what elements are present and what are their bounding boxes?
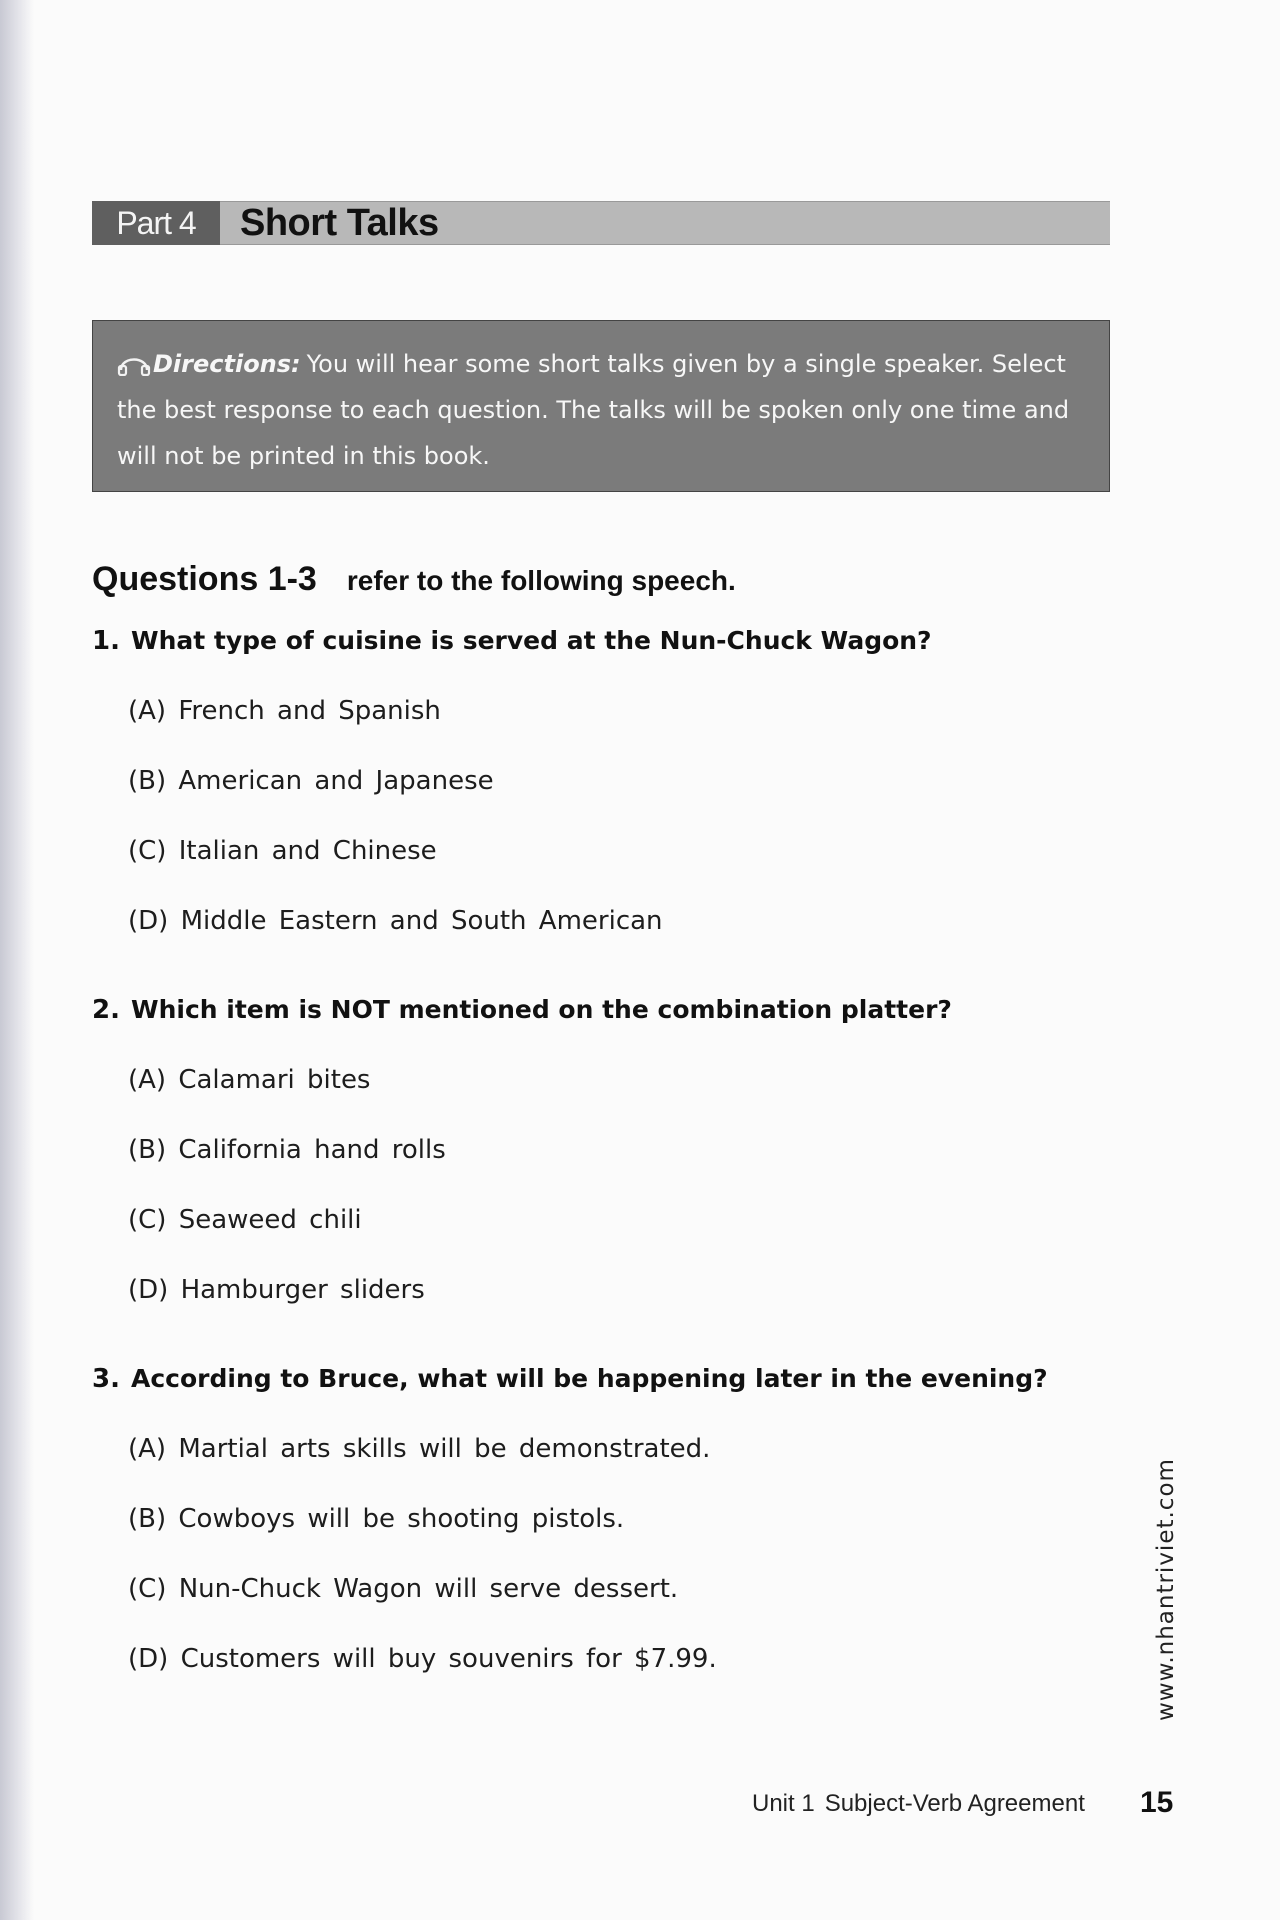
page-number: 15	[1140, 1786, 1174, 1819]
questions-header	[92, 560, 736, 599]
directions-box	[92, 320, 1110, 492]
footer-title: Subject-Verb Agreement	[824, 1790, 1085, 1817]
questions-range: Questions 1-3	[92, 560, 317, 598]
headphones-icon	[117, 345, 151, 371]
part-header	[92, 201, 1110, 245]
question-2	[92, 995, 952, 1025]
part-title: Short Talks	[240, 201, 439, 244]
option-3a: (A) Martial arts skills will be demonstrated.	[128, 1434, 711, 1464]
option-1d: (D) Middle Eastern and South American	[128, 906, 663, 936]
question-text: What type of cuisine is served at the Nun-Chuck Wagon?	[131, 626, 932, 655]
option-3c: (C) Nun-Chuck Wagon will serve dessert.	[128, 1574, 679, 1604]
directions-label: Directions:	[153, 350, 301, 378]
directions-text: You will hear some short talks given by a single speaker. Select the best response to each question. The talks will be spoken only one time and will not be printed in this book.	[117, 350, 1070, 470]
option-1c: (C) Italian and Chinese	[128, 836, 437, 866]
option-3b: (B) Cowboys will be shooting pistols.	[128, 1504, 625, 1534]
question-number: 1.	[92, 626, 120, 656]
page-footer	[752, 1790, 1085, 1818]
side-url: www.nhantriviet.com	[1153, 1458, 1179, 1722]
question-text: Which item is NOT mentioned on the combination platter?	[131, 995, 952, 1024]
option-1b: (B) American and Japanese	[128, 766, 494, 796]
option-3d: (D) Customers will buy souvenirs for $7.99.	[128, 1644, 717, 1674]
option-1a: (A) French and Spanish	[128, 696, 441, 726]
question-number: 3.	[92, 1364, 120, 1394]
footer-unit: Unit 1	[752, 1790, 815, 1817]
question-number: 2.	[92, 995, 120, 1025]
part-label: Part 4	[92, 201, 220, 245]
question-3	[92, 1364, 1048, 1394]
question-1	[92, 626, 932, 656]
option-2a: (A) Calamari bites	[128, 1065, 371, 1095]
questions-subtitle: refer to the following speech.	[346, 565, 736, 596]
option-2c: (C) Seaweed chili	[128, 1205, 362, 1235]
option-2d: (D) Hamburger sliders	[128, 1275, 425, 1305]
question-text: According to Bruce, what will be happening later in the evening?	[131, 1364, 1048, 1393]
option-2b: (B) California hand rolls	[128, 1135, 446, 1165]
